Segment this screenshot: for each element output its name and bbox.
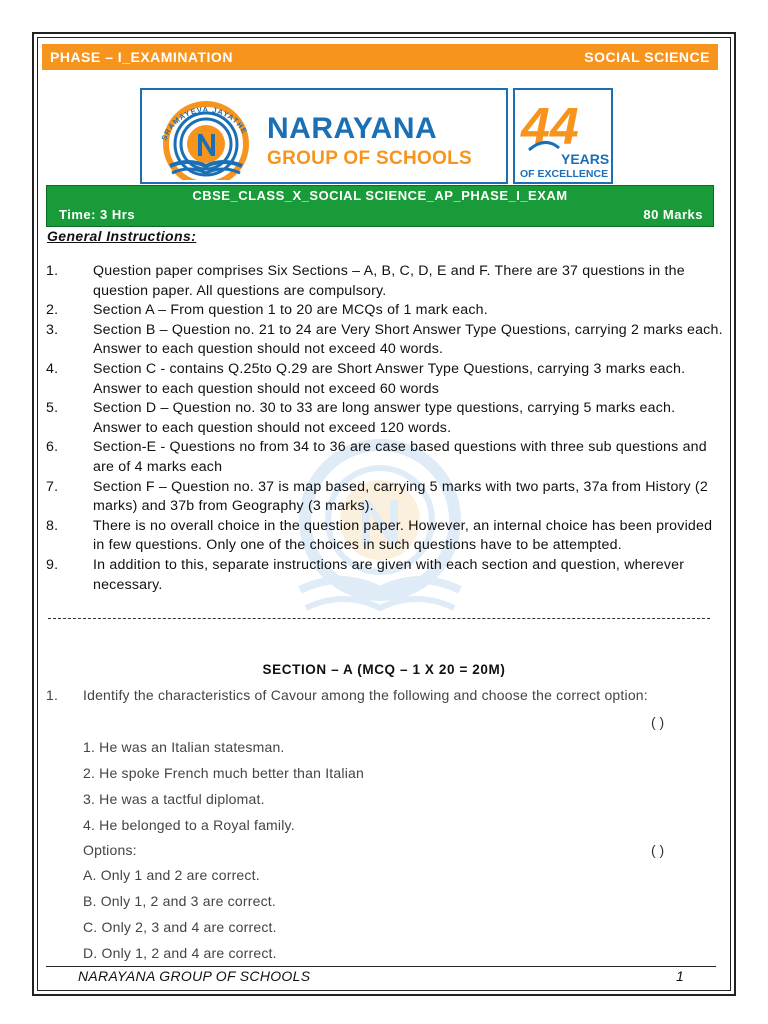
exam-time: Time: 3 Hrs [59,207,136,222]
answer-bracket: ( ) [651,714,665,730]
footer-divider [46,966,716,967]
instruction-text: Question paper comprises Six Sections – A, B, C, D, E and F. There are 37 questions in the question paper. All questions are compulsory. [93,263,685,299]
brand-subtitle: GROUP OF SCHOOLS [267,148,473,169]
years-number: 44 [521,98,579,156]
header-subject: SOCIAL SCIENCE [584,49,710,65]
instruction-number: 1. [46,263,59,279]
instruction-text: Section A – From question 1 to 20 are MCQs of 1 mark each. [93,302,488,319]
instruction-number: 7. [46,478,59,495]
footer-school-name: NARAYANA GROUP OF SCHOOLS [78,968,311,984]
instruction-text: Section C - contains Q.25to Q.29 are Short Answer Type Questions, carrying 3 marks each. Answer to each question should not exceed 60 words [93,360,686,397]
instruction-item [46,438,726,477]
years-word: YEARS [561,151,610,167]
instruction-item [46,478,726,517]
brand-name: NARAYANA [267,112,438,145]
option-item: D. Only 1, 2 and 4 are correct. [83,945,277,961]
instruction-text: Section D – Question no. 30 to 33 are long answer type questions, carrying 5 marks each. Answer to each question should not exceed 120 words. [93,400,676,436]
instruction-number: 8. [46,517,59,534]
options-label: Options: [83,842,137,858]
general-instructions-heading: General Instructions: [47,228,197,244]
statement-item: 2. He spoke French much better than Italian [83,765,364,781]
instruction-item [46,301,726,321]
statement-item: 3. He was a tactful diplomat. [83,791,265,807]
instruction-item [46,321,726,360]
exam-info-bar [46,185,714,227]
question-number: 1. [46,687,59,703]
instruction-item [46,399,726,438]
instruction-text: In addition to this, separate instructions are given with each section and question, wherever necessary. [93,556,685,593]
instruction-text: Section F – Question no. 37 is map based, carrying 5 marks with two parts, 37a from History (2 marks) and 37b from Geography (3 marks). [93,478,708,515]
instruction-item [46,262,726,301]
question-1 [46,687,736,703]
instruction-item [46,556,726,595]
option-item: A. Only 1 and 2 are correct. [83,867,260,883]
exam-marks: 80 Marks [643,207,703,222]
instruction-number: 4. [46,360,59,377]
statement-item: 4. He belonged to a Royal family. [83,817,295,833]
instructions-list [46,262,726,595]
logo-motto: SRAMAYEVA JAYATHE [159,104,250,142]
instruction-text: There is no overall choice in the question paper. However, an internal choice has been provided in few questions. Only one of the choices in such questions have to be attempted. [93,517,713,554]
instruction-text: Section-E - Questions no from 34 to 36 are case based questions with three sub questions and are of 4 marks each [93,439,707,475]
years-of-excellence-badge [513,88,613,184]
narayana-logo [140,88,508,184]
instruction-text: Section B – Question no. 21 to 24 are Very Short Answer Type Questions, carrying 2 marks each. Answer to each question should not exceed 40 words. [93,321,723,358]
statement-item: 1. He was an Italian statesman. [83,739,285,755]
instruction-number: 9. [46,556,59,573]
option-item: C. Only 2, 3 and 4 are correct. [83,919,277,935]
instruction-item [46,517,726,556]
option-item: B. Only 1, 2 and 3 are correct. [83,893,276,909]
narayana-emblem-icon [150,94,262,180]
instruction-number: 2. [46,302,59,319]
header-exam-phase: PHASE – I_EXAMINATION [50,49,233,65]
footer-page-number: 1 [676,968,684,984]
answer-bracket: ( ) [651,842,665,858]
dashed-divider [48,618,710,619]
instruction-number: 5. [46,400,59,417]
instruction-number: 6. [46,439,59,456]
exam-title: CBSE_CLASS_X_SOCIAL SCIENCE_AP_PHASE_I_EXAM [192,188,568,203]
instruction-item [46,360,726,399]
instruction-number: 3. [46,321,59,338]
question-text: Identify the characteristics of Cavour among the following and choose the correct option: [83,687,648,703]
header-bar [42,44,718,70]
section-a-heading: SECTION – A (MCQ – 1 X 20 = 20M) [262,662,506,677]
years-tagline: OF EXCELLENCE [520,168,609,180]
years-badge-icon [515,90,611,182]
